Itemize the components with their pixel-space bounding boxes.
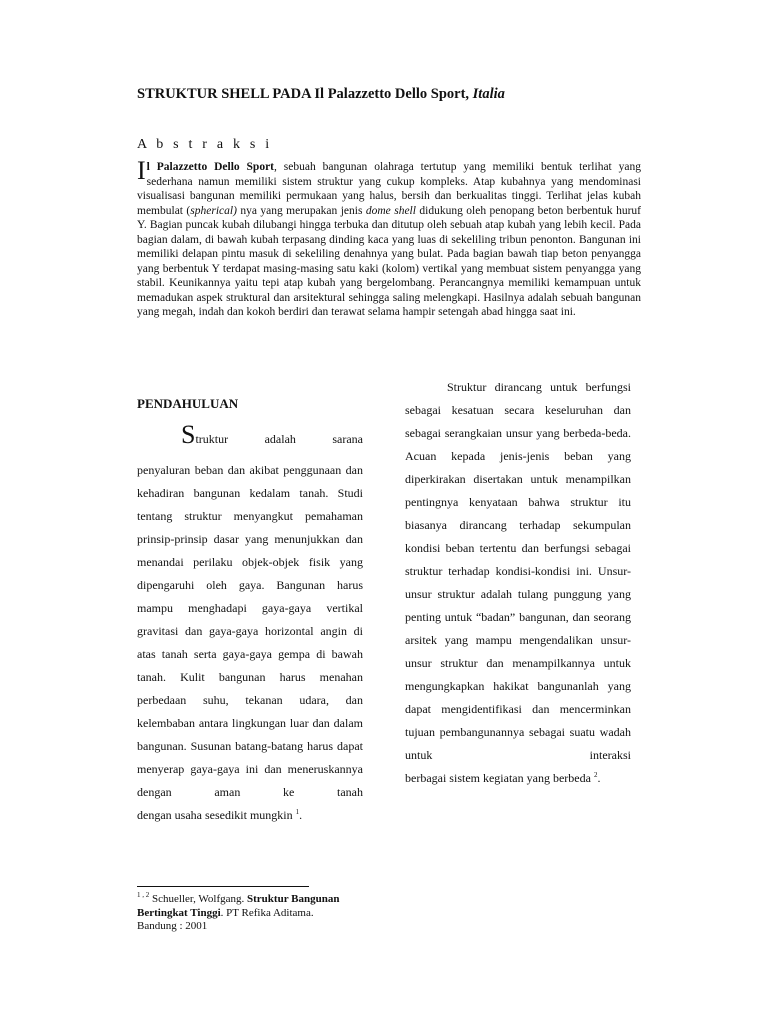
right-column-text	[405, 376, 631, 767]
right-column-last-line	[405, 767, 631, 790]
right-footnote-ref: 2	[593, 771, 598, 779]
abstract-text-3: didukung oleh penopang beton berbentuk huruf Y. Bagian puncak kubah dilubangi hingga terbuka dan ditutup oleh sebuah atap kubah yang lebih kecil. Pada bagian dalam, di bawah kubah terpasang dinding kaca yang luas di sekeliling tribun penonton. Bangunan ini memiliki delapan pintu masuk di sekeliling denahnya yang bulat. Pada bagian bawah tiap beton penyangga yang berbentuk Y terdapat masing-masing satu kaki (kolom) vertikal yang membuat sistem penyangga yang stabil. Keunikannya yaitu tepi atap kubah yang bergelombang. Perancangnya memiliki kemampuan untuk memadukan aspek struktural dan arsitektural sehingga saling melengkapi. Hasilnya adalah sebuah bangunan yang megah, indah dan kokoh berdiri dan terawat selama hampir setengah abad hingga saat ini.	[137, 204, 641, 319]
footnote-book-title: Struktur Bangunan Bertingkat Tinggi	[137, 893, 340, 919]
intro-first-line	[181, 420, 363, 450]
abstract-text-1: , sebuah bangunan olahraga tertutup yang memiliki bentuk terlihat yang sederhana namun memiliki sistem struktur yang cukup kompleks. Atap kubahnya yang mendominasi visualisasi bangunan memiliki permukaan yang halus, bersih dan berkualitas tinggi. Terlihat jelas kubah membulat (	[137, 161, 641, 217]
intro-word-3: sarana	[332, 432, 363, 446]
right-last-end: .	[597, 771, 601, 785]
paper-title	[137, 86, 505, 103]
left-footnote-ref: 1	[295, 808, 300, 816]
left-column-last-line	[137, 804, 363, 827]
abstract-italic-2: dome shell	[365, 204, 416, 217]
abstract-text-2: nya yang merupakan jenis	[236, 204, 366, 217]
right-last-text: berbagai sistem kegiatan yang berbeda	[405, 771, 594, 785]
abstract-italic-1: spherical)	[190, 204, 237, 217]
left-last-end: .	[299, 808, 303, 822]
left-column	[137, 459, 363, 827]
footnote-divider	[137, 886, 309, 887]
intro-word-2: adalah	[264, 432, 296, 446]
title-italic: Italia	[472, 86, 505, 102]
abstract-heading: A b s t r a k s i	[137, 137, 273, 152]
abstract-bold-name: l Palazzetto Dello Sport	[146, 161, 275, 173]
footnote-city: Bandung : 2001	[137, 920, 208, 932]
left-last-text: dengan usaha sesedikit mungkin	[137, 808, 296, 822]
section-heading-pendahuluan: PENDAHULUAN	[137, 396, 239, 411]
right-column	[405, 376, 631, 790]
abstract-dropcap: I	[137, 156, 146, 185]
title-main: STRUKTUR SHELL PADA Il Palazzetto Dello Sport,	[137, 86, 470, 102]
right-column-body: Struktur dirancang untuk berfungsi sebagai kesatuan secara keseluruhan dan sebagai serangkaian unsur yang berbeda-beda. Acuan kepada jenis-jenis beban yang diperkirakan disertakan untuk menampilkan pentingnya kenyataan bahwa struktur itu biasanya dirancang terhadap sekumpulan kondisi beban tertentu dan berfungsi sebagai struktur terhadap kondisi-kondisi ini. Unsur-unsur struktur adalah tulang punggung yang penting untuk “badan” bangunan, dan seorang arsitek yang mampu mengendalikan unsur-unsur struktur dan menampilkannya untuk mengungkapkan hakikat bangunanlah yang dapat mengidentifikasi dan mencerminkan tujuan pembangunannya sebagai suatu wadah untuk interaksi	[405, 380, 631, 762]
footnote-marker: 1 , 2	[137, 891, 150, 899]
footnote-publisher: . PT Refika Aditama.	[220, 906, 314, 919]
abstract-body	[137, 156, 641, 320]
footnote-author: Schueller, Wolfgang.	[149, 893, 248, 905]
footnote	[137, 893, 367, 934]
left-column-text: penyaluran beban dan akibat penggunaan dan kehadiran bangunan kedalam tanah. Studi tentang struktur menyangkut pemahaman prinsip-prinsip dasar yang menunjukkan dan menandai perilaku objek-objek fisik yang dipengaruhi oleh gaya. Bangunan harus mampu menghadapi gaya-gaya vertikal gravitasi dan gaya-gaya horizontal angin di atas tanah serta gaya-gaya gempa di bawah tanah. Kulit bangunan harus menahan perbedaan suhu, tekanan udara, dan kelembaban antara lingkungan luar dan dalam bangunan. Susunan batang-batang harus dapat menyerap gaya-gaya ini dan meneruskannya dengan aman ke tanah	[137, 463, 363, 799]
intro-word-1-rest: truktur	[195, 432, 229, 446]
intro-dropcap: S	[181, 420, 196, 449]
intro-word-1	[181, 420, 228, 450]
